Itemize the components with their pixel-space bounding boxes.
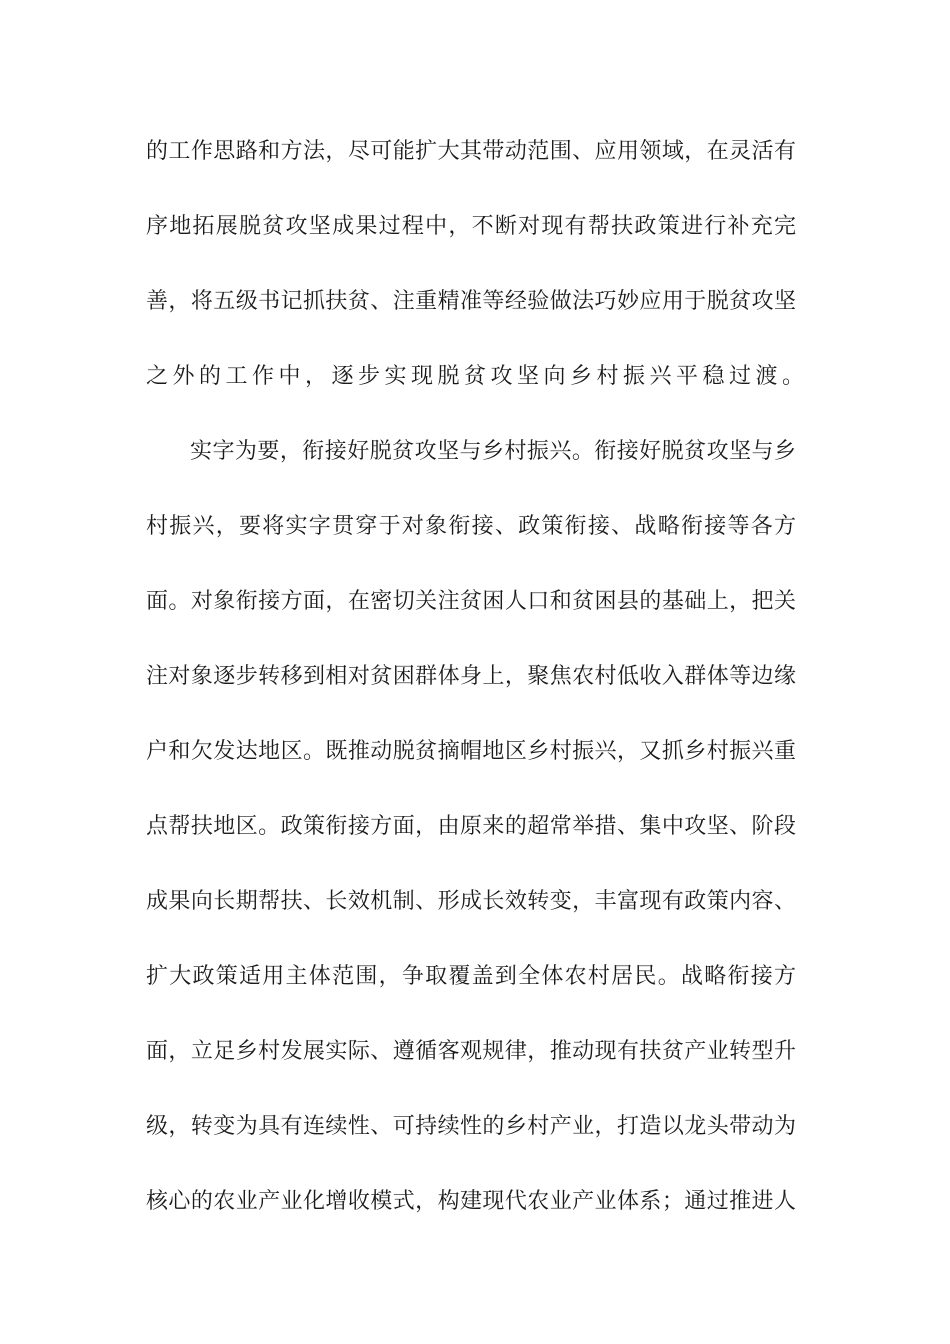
text-line: 成果向长期帮扶、长效机制、形成长效转变，丰富现有政策内容、	[146, 889, 796, 914]
text-line: 善，将五级书记抓扶贫、注重精准等经验做法巧妙应用于脱贫攻坚	[146, 289, 796, 314]
text-line: 点帮扶地区。政策衔接方面，由原来的超常举措、集中攻坚、阶段	[146, 814, 796, 839]
text-line: 核心的农业产业化增收模式，构建现代农业产业体系；通过推进人	[146, 1189, 796, 1214]
text-line: 扩大政策适用主体范围，争取覆盖到全体农村居民。战略衔接方	[146, 964, 796, 989]
paragraph-first-line: 实字为要，衔接好脱贫攻坚与乡村振兴。衔接好脱贫攻坚与乡	[190, 439, 796, 464]
text-line: 户和欠发达地区。既推动脱贫摘帽地区乡村振兴，又抓乡村振兴重	[146, 739, 796, 764]
text-line: 序地拓展脱贫攻坚成果过程中，不断对现有帮扶政策进行补充完	[146, 214, 796, 239]
text-line: 注对象逐步转移到相对贫困群体身上，聚焦农村低收入群体等边缘	[146, 664, 796, 689]
text-line: 级，转变为具有连续性、可持续性的乡村产业，打造以龙头带动为	[146, 1114, 796, 1139]
text-line: 的工作思路和方法，尽可能扩大其带动范围、应用领域，在灵活有	[146, 139, 796, 164]
text-line: 面，立足乡村发展实际、遵循客观规律，推动现有扶贫产业转型升	[146, 1039, 796, 1064]
text-line: 面。对象衔接方面，在密切关注贫困人口和贫困县的基础上，把关	[146, 589, 796, 614]
text-line: 之外的工作中，逐步实现脱贫攻坚向乡村振兴平稳过渡。	[146, 364, 809, 389]
text-line: 村振兴，要将实字贯穿于对象衔接、政策衔接、战略衔接等各方	[146, 514, 796, 539]
